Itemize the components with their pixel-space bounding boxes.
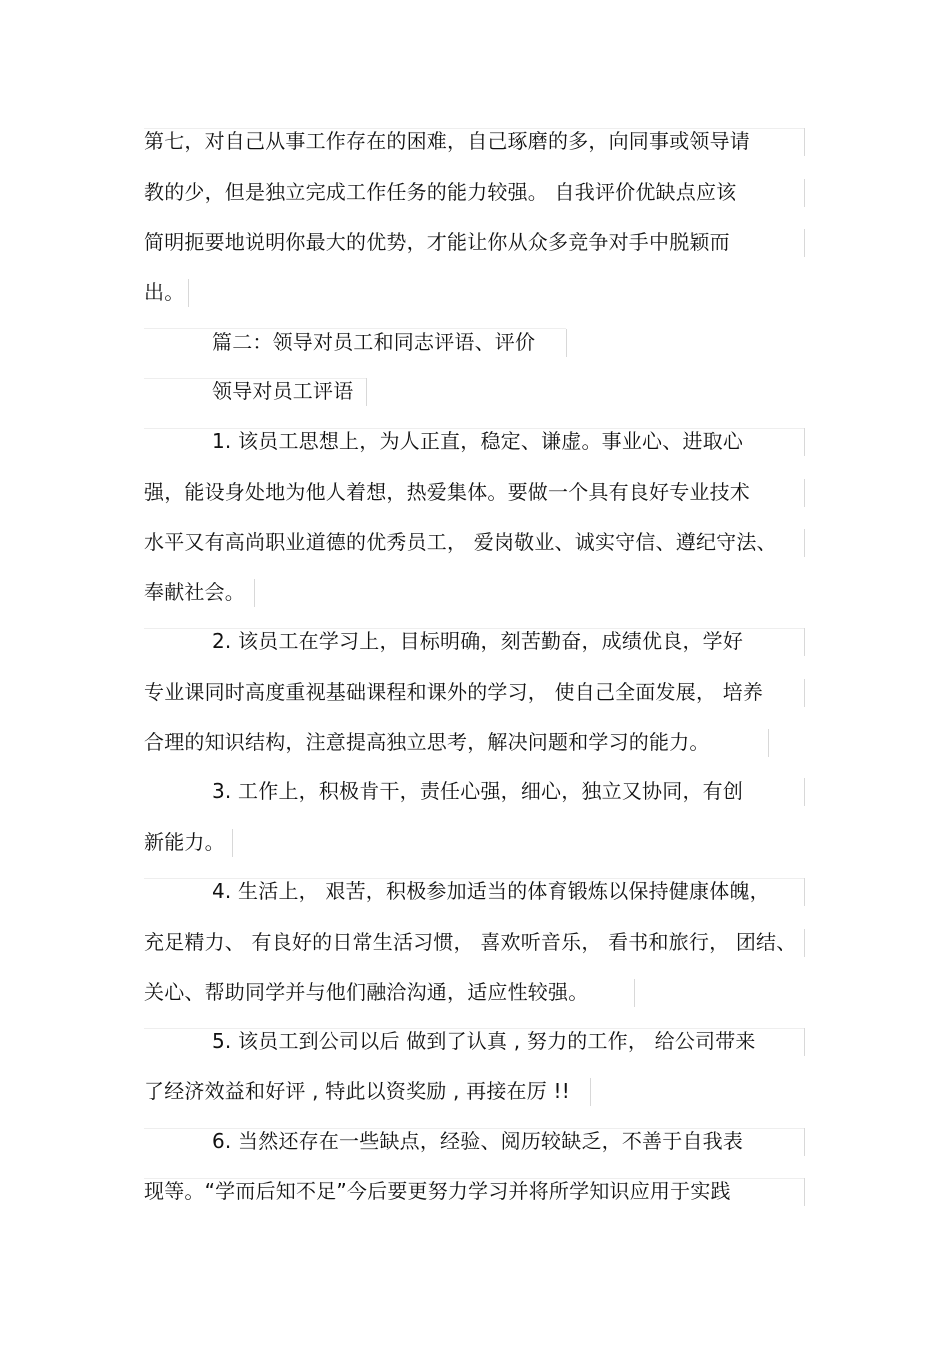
guide-mark xyxy=(188,279,189,307)
guide-mark xyxy=(804,778,805,806)
guide-rule xyxy=(144,628,804,629)
guide-mark xyxy=(804,628,805,656)
text-line: 奉献社会。 xyxy=(144,580,245,604)
text-line: 3. 工作上，积极肯干，责任心强，细心，独立又协同，有创 xyxy=(212,779,744,803)
guide-mark xyxy=(254,579,255,607)
text-line: 5. 该员工到公司以后 做到了认真 , 努力的工作， 给公司带来 xyxy=(212,1029,756,1053)
text-line: 了经济效益和好评 , 特此以资奖励 , 再接在厉 !! xyxy=(144,1079,570,1103)
guide-mark xyxy=(804,1028,805,1056)
guide-rule xyxy=(144,878,804,879)
text-line: 6. 当然还存在一些缺点，经验、阅历较缺乏，不善于自我表 xyxy=(212,1129,744,1153)
guide-rule xyxy=(144,1178,804,1179)
guide-mark xyxy=(804,428,805,456)
text-line: 水平又有高尚职业道德的优秀员工， 爱岗敬业、诚实守信、遵纪守法、 xyxy=(144,530,777,554)
guide-mark xyxy=(768,729,769,757)
guide-mark xyxy=(804,179,805,207)
guide-mark xyxy=(804,128,805,156)
guide-mark xyxy=(804,529,805,557)
guide-mark xyxy=(804,1178,805,1206)
guide-rule xyxy=(144,378,366,379)
guide-rule xyxy=(144,328,566,329)
guide-mark xyxy=(804,1128,805,1156)
guide-rule xyxy=(144,1128,804,1129)
guide-mark xyxy=(232,829,233,857)
guide-mark xyxy=(566,329,567,357)
guide-mark xyxy=(804,878,805,906)
guide-mark xyxy=(366,378,367,406)
section-heading: 篇二：领导对员工和同志评语、评价 xyxy=(212,330,536,354)
text-line: 合理的知识结构，注意提高独立思考，解决问题和学习的能力。 xyxy=(144,730,710,754)
text-line: 出。 xyxy=(144,280,185,304)
guide-mark xyxy=(804,479,805,507)
text-line: 第七，对自己从事工作存在的困难，自己琢磨的多，向同事或领导请 xyxy=(144,129,750,153)
text-line: 专业课同时高度重视基础课程和课外的学习， 使自己全面发展， 培养 xyxy=(144,680,764,704)
guide-rule xyxy=(144,1028,804,1029)
guide-mark xyxy=(804,229,805,257)
guide-mark xyxy=(804,929,805,957)
text-line: 简明扼要地说明你最大的优势，才能让你从众多竞争对手中脱颖而 xyxy=(144,230,730,254)
guide-mark xyxy=(590,1078,591,1106)
guide-mark xyxy=(804,679,805,707)
text-line: 教的少，但是独立完成工作任务的能力较强。 自我评价优缺点应该 xyxy=(144,180,737,204)
text-line: 强，能设身处地为他人着想，热爱集体。要做一个具有良好专业技术 xyxy=(144,480,750,504)
guide-rule xyxy=(144,128,804,129)
text-line: 关心、帮助同学并与他们融洽沟通，适应性较强。 xyxy=(144,980,589,1004)
text-line: 4. 生活上， 艰苦，积极参加适当的体育锻炼以保持健康体魄， xyxy=(212,879,770,903)
text-line: 现等。“学而后知不足”今后要更努力学习并将所学知识应用于实践 xyxy=(144,1179,731,1203)
text-line: 1. 该员工思想上，为人正直，稳定、谦虚。事业心、进取心 xyxy=(212,429,744,453)
text-line: 2. 该员工在学习上，目标明确，刻苦勤奋，成绩优良，学好 xyxy=(212,629,744,653)
text-line: 充足精力、 有良好的日常生活习惯， 喜欢听音乐， 看书和旅行， 团结、 xyxy=(144,930,797,954)
text-line: 新能力。 xyxy=(144,830,225,854)
guide-rule xyxy=(144,428,804,429)
guide-mark xyxy=(634,979,635,1007)
subsection-heading: 领导对员工评语 xyxy=(212,379,354,403)
